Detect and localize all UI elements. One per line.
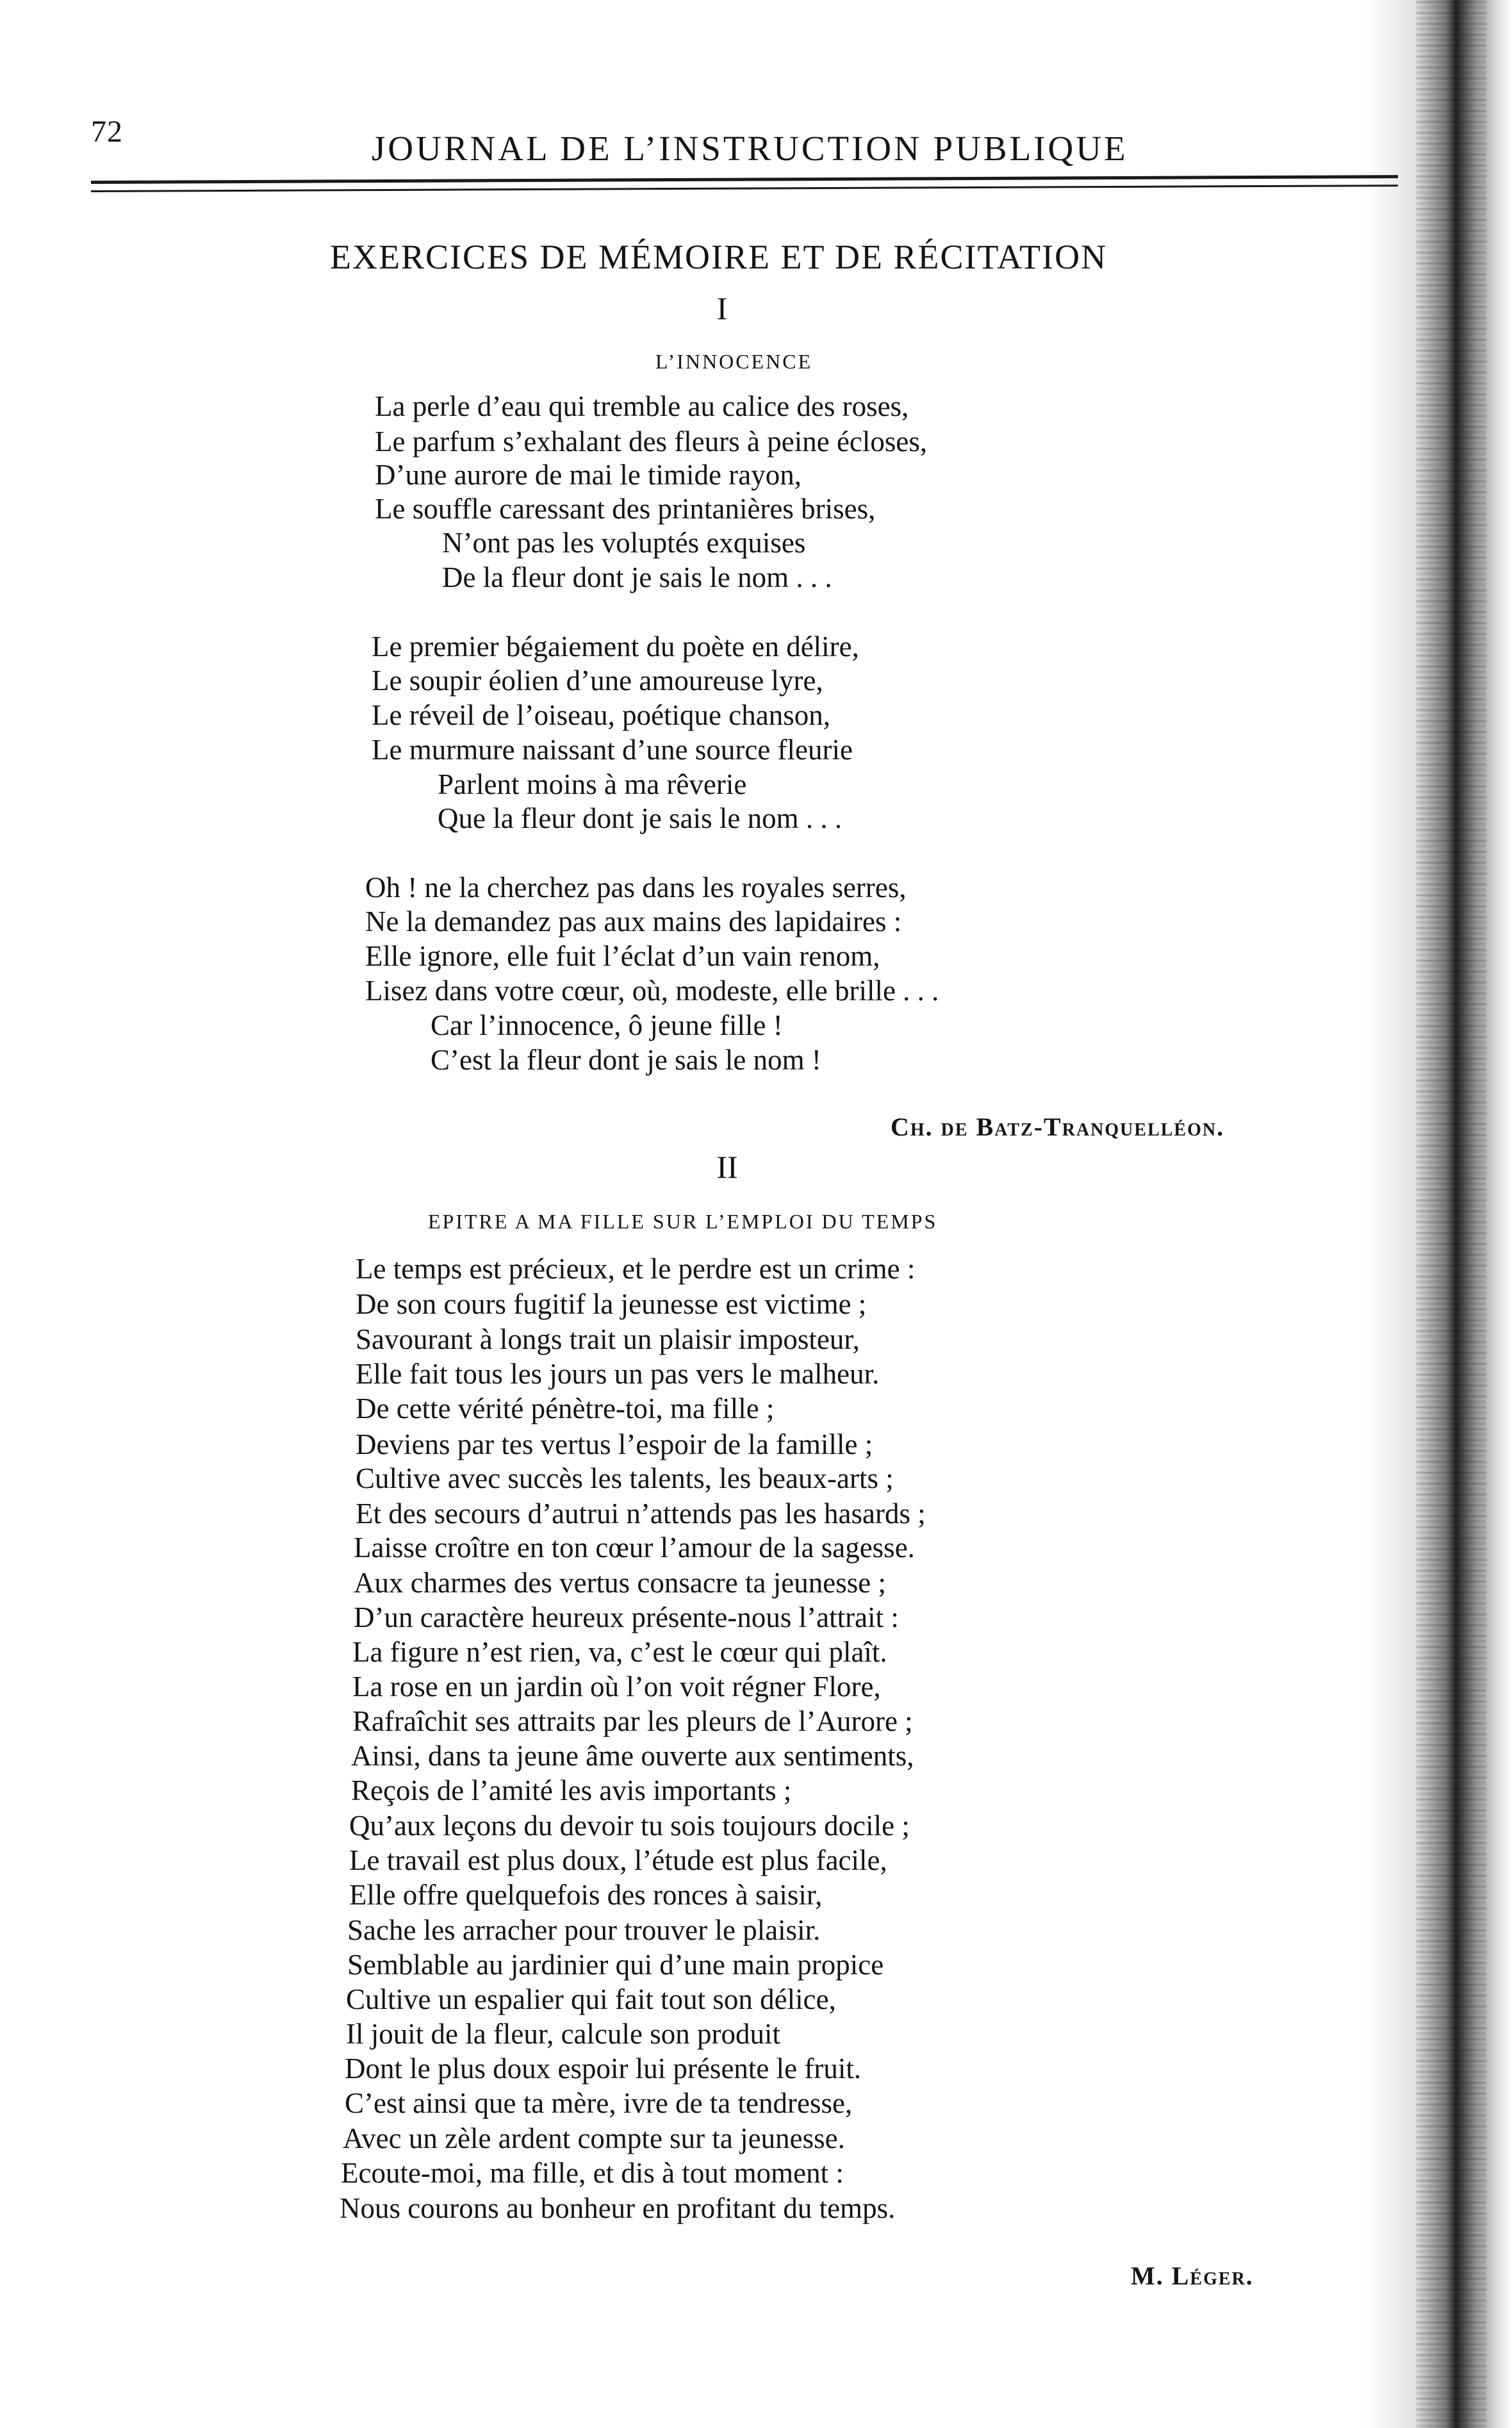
poem-line: Le soupir éolien d’une amoureuse lyre, <box>372 665 823 697</box>
poem-line: N’ont pas les voluptés exquises <box>442 527 806 559</box>
poem-line: Laisse croître en ton cœur l’amour de la sagesse. <box>354 1532 915 1564</box>
poem-line: Rafraîchit ses attraits par les pleurs de l’Aurore ; <box>352 1705 913 1737</box>
poem-1-number: I <box>716 290 728 326</box>
poem-line: Le souffle caressant des printanières brises, <box>375 493 876 525</box>
poem-line: Parlent moins à ma rêverie <box>438 768 747 800</box>
poem-line: Cultive un espalier qui fait tout son délice, <box>346 1983 836 2015</box>
poem-line: Savourant à longs trait un plaisir imposteur, <box>356 1323 860 1355</box>
poem-line: Le parfum s’exhalant des fleurs à peine écloses, <box>375 425 928 458</box>
scanned-page-edge-texture <box>1416 0 1486 2428</box>
poem-1-author: Ch. de Batz-Tranquelléon. <box>891 1112 1225 1141</box>
poem-line: Nous courons au bonheur en profitant du temps. <box>340 2192 896 2224</box>
poem-line: Elle ignore, elle fuit l’éclat d’un vain renom, <box>365 940 880 972</box>
poem-line: Que la fleur dont je sais le nom . . . <box>438 802 842 834</box>
page-number: 72 <box>91 115 123 149</box>
poem-line: Reçois de l’amité les avis importants ; <box>351 1774 792 1806</box>
poem-line: Aux charmes des vertus consacre ta jeunesse ; <box>354 1567 886 1599</box>
poem-line: Le réveil de l’oiseau, poétique chanson, <box>372 699 830 731</box>
poem-line: Ainsi, dans ta jeune âme ouverte aux sentiments, <box>351 1740 914 1772</box>
poem-line: Car l’innocence, ô jeune fille ! <box>431 1009 783 1041</box>
poem-line: De cette vérité pénètre-toi, ma fille ; <box>356 1392 775 1425</box>
poem-1-title: L’INNOCENCE <box>655 350 813 373</box>
poem-line: Dont le plus doux espoir lui présente le fruit. <box>345 2052 862 2085</box>
poem-line: La perle d’eau qui tremble au calice des roses, <box>375 390 909 422</box>
poem-line: Et des secours d’autrui n’attends pas les hasards ; <box>356 1498 926 1530</box>
poem-line: Le travail est plus doux, l’étude est plus facile, <box>349 1844 887 1876</box>
poem-line: Semblable au jardinier qui d’une main propice <box>347 1949 884 1981</box>
poem-line: C’est ainsi que ta mère, ivre de ta tendresse, <box>345 2087 853 2119</box>
poem-line: Qu’aux leçons du devoir tu sois toujours docile ; <box>349 1810 910 1842</box>
poem-line: Le murmure naissant d’une source fleurie <box>372 734 853 766</box>
poem-line: D’une aurore de mai le timide rayon, <box>375 459 801 491</box>
poem-line: C’est la fleur dont je sais le nom ! <box>431 1044 821 1076</box>
poem-line: D’un caractère heureux présente-nous l’attrait : <box>354 1601 899 1633</box>
poem-line: Ne la demandez pas aux mains des lapidaires : <box>365 905 902 937</box>
poem-line: La figure n’est rien, va, c’est le cœur qui plaît. <box>352 1636 887 1668</box>
poem-2-author: M. Léger. <box>1131 2261 1254 2290</box>
poem-line: Sache les arracher pour trouver le plaisir. <box>347 1914 821 1946</box>
poem-line: Le temps est précieux, et le perdre est un crime : <box>356 1253 916 1285</box>
poem-line: Lisez dans votre cœur, où, modeste, elle brille . . . <box>365 975 939 1007</box>
poem-line: Oh ! ne la cherchez pas dans les royales serres, <box>365 871 907 904</box>
poem-line: Elle offre quelquefois des ronces à saisir, <box>349 1879 823 1911</box>
poem-line: La rose en un jardin où l’on voit régner Flore, <box>352 1671 881 1703</box>
poem-2-title: EPITRE A MA FILLE SUR L’EMPLOI DU TEMPS <box>428 1210 938 1233</box>
poem-line: De son cours fugitif la jeunesse est victime ; <box>356 1288 867 1320</box>
poem-2-number: II <box>716 1149 738 1185</box>
poem-line: Cultive avec succès les talents, les beaux-arts ; <box>356 1462 894 1494</box>
running-title: JOURNAL DE L’INSTRUCTION PUBLIQUE <box>372 129 1128 168</box>
poem-line: De la fleur dont je sais le nom . . . <box>442 561 832 593</box>
section-title: EXERCICES DE MÉMOIRE ET DE RÉCITATION <box>330 238 1108 276</box>
poem-line: Le premier bégaiement du poète en délire, <box>372 631 859 663</box>
poem-line: Il jouit de la fleur, calcule son produit <box>346 2018 780 2050</box>
poem-line: Elle fait tous les jours un pas vers le malheur. <box>356 1358 880 1390</box>
header-double-rule <box>91 175 1398 192</box>
poem-line: Deviens par tes vertus l’espoir de la famille ; <box>356 1428 873 1460</box>
poem-line: Ecoute-moi, ma fille, et dis à tout moment : <box>341 2157 844 2189</box>
poem-line: Avec un zèle ardent compte sur ta jeunesse. <box>343 2122 845 2154</box>
